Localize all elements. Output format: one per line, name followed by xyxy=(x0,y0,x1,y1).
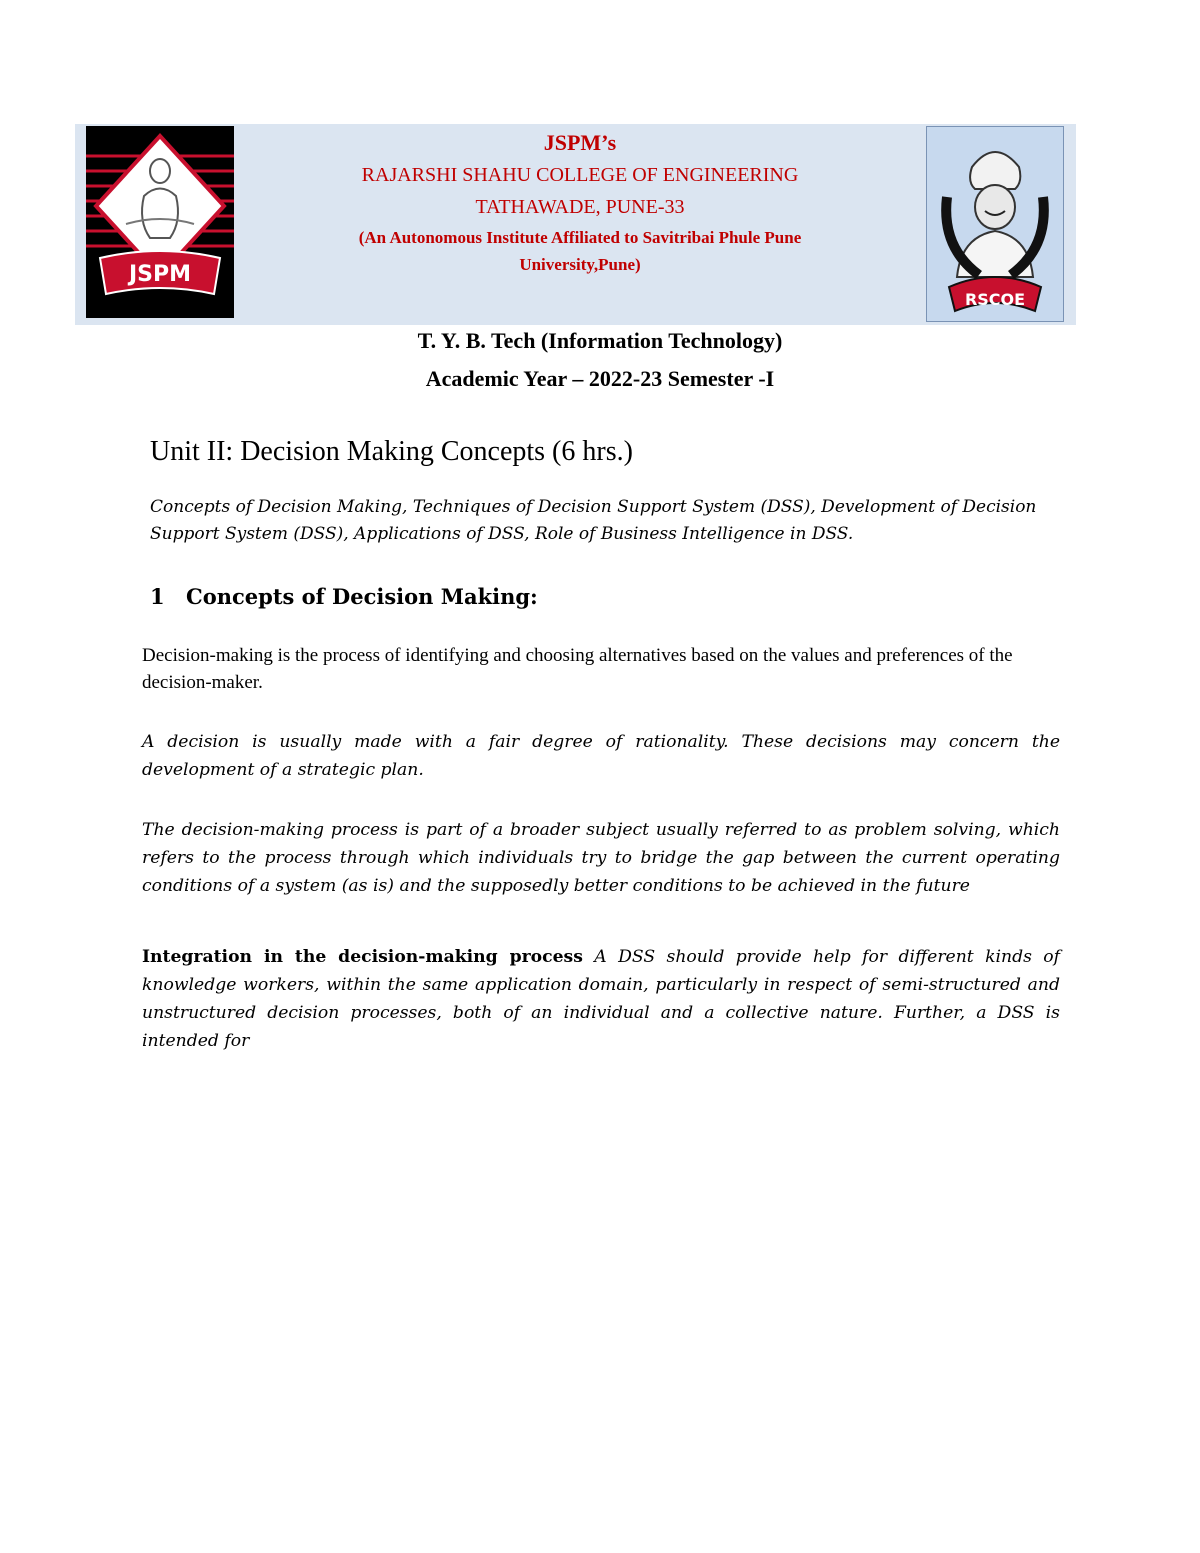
jspm-logo xyxy=(86,126,234,318)
header-college: RAJARSHI SHAHU COLLEGE OF ENGINEERING xyxy=(361,164,799,186)
header-affiliation: (An Autonomous Institute Affiliated to Savitribai Phule Pune University,Pune) xyxy=(358,228,802,274)
jspm-logo-text: JSPM xyxy=(128,262,192,287)
rscoe-logo-graphic xyxy=(927,127,1063,321)
course-title: T. Y. B. Tech (Information Technology) xyxy=(417,328,783,353)
header-city: TATHAWADE, PUNE-33 xyxy=(475,196,685,218)
integration-lead: Integration in the decision-making process xyxy=(142,947,583,967)
section-title: Concepts of Decision Making: xyxy=(186,584,538,609)
rscoe-logo-text: RSCOE xyxy=(964,290,1026,309)
header-org: JSPM’s xyxy=(543,130,617,155)
unit-title: Unit II: Decision Making Concepts (6 hrs.) xyxy=(150,436,633,467)
unit-topics: Concepts of Decision Making, Techniques of Decision Support System (DSS), Development of Decision Support System (DSS), Applications of DSS, Role of Business Intelligence in DSS. xyxy=(150,497,1037,544)
jspm-logo-graphic xyxy=(86,126,234,318)
academic-year: Academic Year – 2022-23 Semester -I xyxy=(425,366,775,391)
paragraph-rationality: A decision is usually made with a fair degree of rationality. These decisions may concern the development of a strategic plan. xyxy=(142,732,1060,780)
rscoe-logo xyxy=(926,126,1064,322)
paragraph-problem-solving: The decision-making process is part of a broader subject usually referred to as problem solving, which refers to the process through which individuals try to bridge the gap between the current operating conditions of a system (as is) and the supposedly better conditions to be achieved in the future xyxy=(142,820,1060,896)
section-heading xyxy=(150,584,538,609)
paragraph-definition: Decision-making is the process of identifying and choosing alternatives based on the values and preferences of the decision-maker. xyxy=(142,645,1013,693)
integration-body: A DSS should provide help for different kinds of knowledge workers, within the same application domain, particularly in respect of semi-structured and unstructured decision processes, both of an individual and a collective nature. Further, a DSS is intended for xyxy=(142,947,1060,1051)
section-number: 1 xyxy=(150,584,165,609)
paragraph-integration xyxy=(142,943,1060,1055)
